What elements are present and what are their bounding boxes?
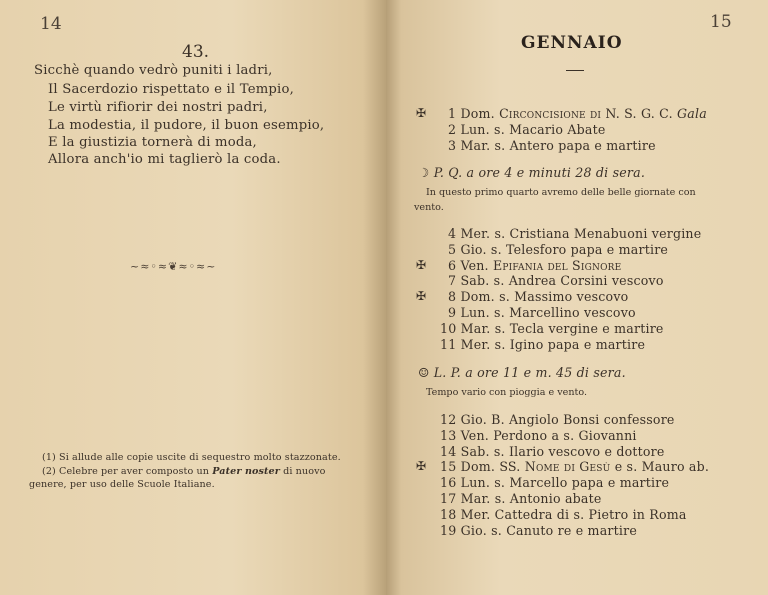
page-number: 15: [710, 12, 732, 32]
poem-line: Le virtù rifiorir dei nostri padri,: [48, 100, 268, 115]
calendar-entry: 8 Dom. s. Massimo vescovo: [448, 289, 629, 305]
calendar-entry: 2 Lun. s. Macario Abate: [448, 122, 606, 137]
calendar-entry: 5 Gio. s. Telesforo papa e martire: [448, 241, 669, 257]
poem-line: La modestia, il pudore, il buon esempio,: [48, 118, 325, 133]
footnote-2-cont: genere, per uso delle Scuole Italiane.: [29, 479, 215, 490]
cross-icon: ✠: [416, 289, 427, 304]
cross-icon: ✠: [416, 106, 427, 120]
month-title: GENNAIO: [521, 33, 623, 53]
calendar-entry: 19 Gio. s. Canuto re e martire: [440, 522, 637, 538]
calendar-entry: 16 Lun. s. Marcello papa e martire: [440, 475, 670, 491]
phase-note: In questo primo quarto avremo delle belle giornate con: [426, 187, 696, 198]
poem-line: Allora anch'io mi taglierò la coda.: [48, 152, 281, 167]
ornament: ~≈◦≈❦≈◦≈~: [130, 260, 217, 273]
moon-phase: ☺ L. P. a ore 11 e m. 45 di sera.: [418, 365, 626, 380]
calendar-entry: 10 Mar. s. Tecla vergine e martire: [440, 320, 664, 336]
calendar-entry: 18 Mer. Cattedra di s. Pietro in Roma: [440, 506, 687, 522]
calendar-entry: 11 Mer. s. Igino papa e martire: [440, 336, 646, 352]
divider: [566, 70, 584, 71]
poem-line: Sicchè quando vedrò puniti i ladri,: [34, 63, 273, 78]
poem-line: Il Sacerdozio rispettato e il Tempio,: [48, 82, 295, 97]
calendar-entry: 9 Lun. s. Marcellino vescovo: [448, 305, 636, 320]
calendar-entry: 3 Mar. s. Antero papa e martire: [448, 138, 656, 153]
phase-note: vento.: [414, 202, 444, 213]
moon-phase: ☽ P. Q. a ore 4 e minuti 28 di sera.: [418, 165, 646, 180]
footnote-1: (1) Si allude alle copie uscite di sequestro molto stazzonate.: [42, 452, 341, 463]
phase-note: Tempo vario con pioggia e vento.: [426, 387, 588, 398]
right-page: [386, 0, 768, 595]
footnote-2: (2) Celebre per aver composto un Pater noster di nuovo: [42, 466, 326, 477]
calendar-entry: 14 Sab. s. Ilario vescovo e dottore: [440, 443, 665, 459]
page-number: 14: [40, 14, 62, 34]
calendar-entry: 4 Mer. s. Cristiana Menabuoni vergine: [448, 226, 702, 241]
stanza-number: 43.: [182, 42, 210, 62]
calendar-entry: 15 Dom. SS. Nome di Gesù e s. Mauro ab.: [440, 459, 710, 475]
moon-phase-icon: ☺: [418, 365, 430, 380]
poem-line: E la giustizia tornerà di moda,: [48, 135, 257, 150]
calendar-entry: 1 Dom. Circoncisione di N. S. G. C. Gala: [448, 106, 707, 121]
calendar-entry: 17 Mar. s. Antonio abate: [440, 491, 602, 506]
calendar-entry: 6 Ven. Epifania del Signore: [448, 257, 622, 273]
moon-phase-icon: ☽: [418, 165, 430, 180]
cross-icon: ✠: [416, 459, 427, 474]
calendar-entry: 12 Gio. B. Angiolo Bonsi confessore: [440, 412, 675, 427]
cross-icon: ✠: [416, 257, 427, 272]
calendar-entry: 7 Sab. s. Andrea Corsini vescovo: [448, 273, 664, 289]
calendar-entry: 13 Ven. Perdono a s. Giovanni: [440, 427, 637, 443]
